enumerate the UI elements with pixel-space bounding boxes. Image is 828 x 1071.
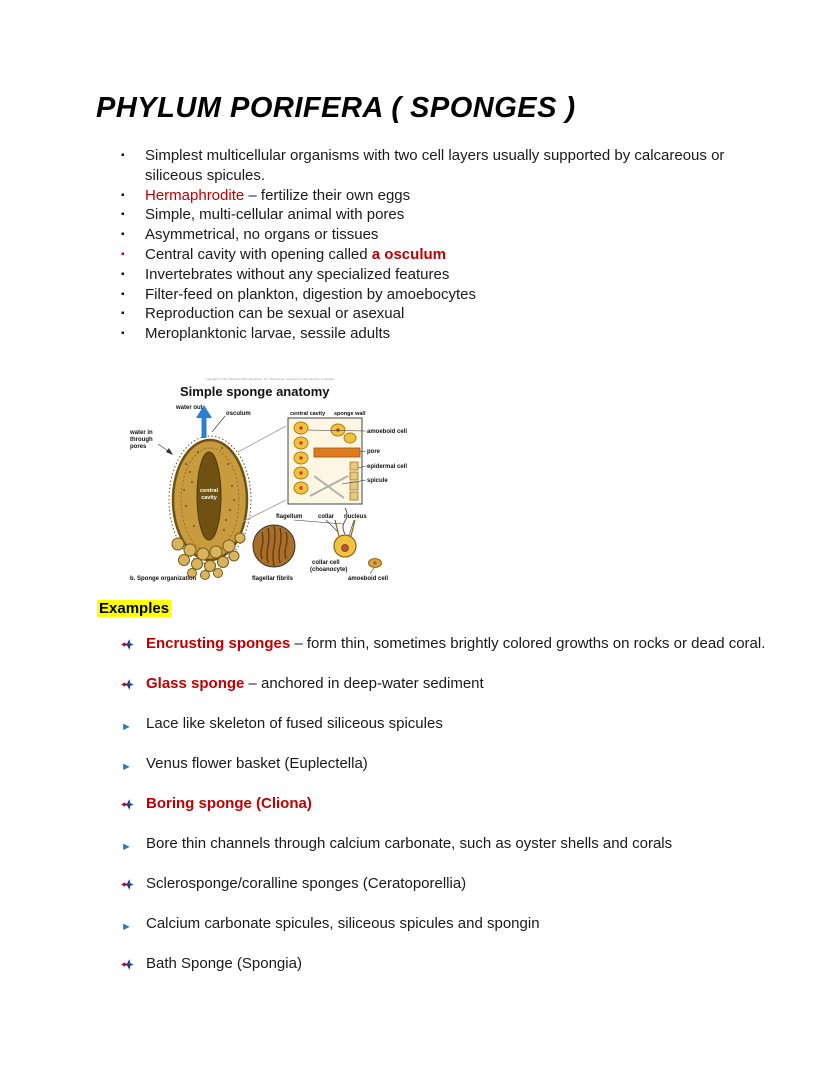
diagram-label-epidermal-cell: epidermal cell (367, 464, 408, 470)
example-text (146, 834, 672, 853)
example-item (121, 754, 771, 775)
triangle-bullet-icon: ► (121, 721, 132, 733)
bullet-item (121, 225, 739, 245)
bullet-item (121, 186, 739, 206)
example-item (121, 794, 771, 815)
square-bullet-icon: ▪ (121, 209, 125, 221)
figure-title: Simple sponge anatomy (180, 384, 330, 399)
diagram-label-osculum: osculum (226, 411, 251, 417)
diagram-label-water-in-2: through (130, 437, 153, 443)
bullet-text (145, 146, 739, 186)
examples-list (121, 634, 771, 994)
triangle-bullet-icon: ► (121, 761, 132, 773)
diagram-label-pore: pore (367, 449, 381, 455)
bullet-item (121, 146, 739, 186)
example-rest: Lace like skeleton of fused siliceous spicules (146, 715, 443, 732)
triangle-bullet-icon: ► (121, 921, 132, 933)
square-bullet-icon: ▪ (121, 150, 125, 161)
example-rest: Sclerosponge/coralline sponges (Ceratoporellia) (146, 875, 467, 892)
arrow-bullet (121, 874, 146, 895)
arrow-bullet (121, 794, 146, 815)
square-bullet-icon: ▪ (121, 268, 125, 280)
paper-plane-bullet-icon (121, 879, 134, 890)
amoeboid-cell-drawing (369, 559, 382, 575)
example-highlight: Glass sponge (146, 675, 245, 692)
example-text (146, 874, 466, 893)
bullet-text-pre: Reproduction can be sexual or asexual (145, 305, 405, 323)
diagram-label-central-cavity-top: central cavity (290, 411, 326, 417)
bullet-item (121, 285, 739, 305)
diagram-label-amoeboid-cell: amoeboid cell (367, 429, 408, 435)
square-bullet-icon: ▪ (121, 248, 125, 260)
example-rest: Calcium carbonate spicules, siliceous spicules and spongin (146, 915, 540, 932)
arrow-bullet (121, 634, 146, 655)
diagram-label-water-out: water out (176, 405, 203, 411)
bullet-text-pre: Simple, multi-cellular animal with pores (145, 206, 405, 224)
paper-plane-bullet-icon (121, 959, 134, 970)
bullet-text (145, 186, 410, 206)
diagram-label-flagellum: flagellum (276, 514, 303, 520)
bullet-text-pre: Asymmetrical, no organs or tissues (145, 226, 379, 244)
diagram-label-central-cavity-1: central (199, 488, 219, 494)
example-highlight: Boring sponge (Cliona) (146, 795, 312, 812)
paper-plane-bullet-icon (121, 679, 134, 690)
example-item (121, 874, 771, 895)
page-title: PHYLUM PORIFERA ( SPONGES ) (96, 92, 576, 124)
paper-plane-bullet-icon (121, 799, 134, 810)
arrow-bullet (121, 674, 146, 695)
triangle-bullet-icon: ► (121, 841, 132, 853)
examples-heading: Examples (99, 600, 170, 617)
example-rest: Bore thin channels through calcium carbonate, such as oyster shells and corals (146, 835, 673, 852)
diagram-label-water-in-1: water in (130, 430, 153, 436)
example-rest: – form thin, sometimes brightly colored growths on rocks or dead coral. (290, 635, 766, 652)
triangle-bullet (121, 754, 146, 775)
diagram-label-sponge-wall: sponge wall (334, 411, 366, 417)
bullet-text-pre: Filter-feed on plankton, digestion by amoebocytes (145, 285, 477, 303)
flagellar-fibrils-inset (253, 525, 295, 567)
example-text (146, 634, 765, 653)
bullet-text-red: Hermaphrodite (145, 186, 245, 204)
bullet-text (145, 265, 449, 285)
triangle-bullet (121, 834, 146, 855)
square-bullet-icon: ▪ (121, 308, 125, 320)
triangle-bullet (121, 914, 146, 935)
bullet-text (145, 225, 378, 245)
bullet-text-pre: Invertebrates without any specialized features (145, 265, 450, 283)
diagram-label-spicule: spicule (367, 478, 388, 484)
example-text (146, 674, 484, 693)
example-rest: Venus flower basket (Euplectella) (146, 755, 368, 772)
diagram-label-collar: collar (318, 514, 335, 520)
bullet-text (145, 324, 390, 344)
example-item (121, 834, 771, 855)
example-item (121, 674, 771, 695)
bullet-item (121, 304, 739, 324)
example-text (146, 714, 443, 733)
example-text (146, 954, 302, 973)
bullet-item (121, 245, 739, 265)
bullet-text-pre: Central cavity with opening called (145, 245, 372, 263)
example-item (121, 634, 771, 655)
example-text (146, 754, 368, 773)
bullet-item (121, 205, 739, 225)
diagram-label-collar-cell-2: (choanocyte) (310, 567, 348, 573)
bullet-text (145, 245, 446, 265)
diagram-label-water-in-3: pores (130, 444, 147, 450)
bullet-item (121, 265, 739, 285)
bullet-item (121, 324, 739, 344)
diagram-label-central-cavity-2: cavity (201, 495, 217, 501)
example-rest: Bath Sponge (Spongia) (146, 955, 302, 972)
diagram-label-collar-cell-1: collar cell (312, 560, 340, 566)
bullet-list (121, 146, 739, 344)
bullet-text (145, 304, 404, 324)
example-rest: – anchored in deep-water sediment (244, 675, 484, 692)
example-item (121, 914, 771, 935)
sponge-body (169, 436, 251, 580)
diagram-label-flagellar-fibrils: flagellar fibrils (252, 576, 294, 582)
diagram-label-amoeboid-cell-2: amoeboid cell (348, 576, 389, 582)
bullet-text-red: a osculum (371, 245, 446, 263)
figure-copyright: Copyright © The McGraw-Hill Companies, Inc. Permission required for reproduction or display. (205, 377, 335, 381)
square-bullet-icon: ▪ (121, 288, 125, 300)
example-text (146, 914, 540, 933)
square-bullet-icon: ▪ (121, 189, 125, 201)
example-item (121, 954, 771, 975)
square-bullet-icon: ▪ (121, 328, 125, 340)
arrow-bullet (121, 954, 146, 975)
diagram-label-sponge-organization: b. Sponge organization (130, 576, 197, 582)
bullet-text-pre: Simplest multicellular organisms with two cell layers usually supported by calcareous or siliceous spicules. (145, 147, 725, 184)
triangle-bullet (121, 714, 146, 735)
square-bullet-icon: ▪ (121, 229, 125, 241)
diagram-label-nucleus: nucleus (344, 514, 367, 520)
bullet-text-post: – fertilize their own eggs (244, 186, 411, 204)
bullet-text-pre: Meroplanktonic larvae, sessile adults (145, 325, 391, 343)
example-highlight: Encrusting sponges (146, 635, 291, 652)
example-item (121, 714, 771, 735)
paper-plane-bullet-icon (121, 639, 134, 650)
bullet-text (145, 285, 476, 305)
sponge-anatomy-figure (126, 374, 410, 588)
example-text (146, 794, 312, 813)
bullet-text (145, 205, 404, 225)
